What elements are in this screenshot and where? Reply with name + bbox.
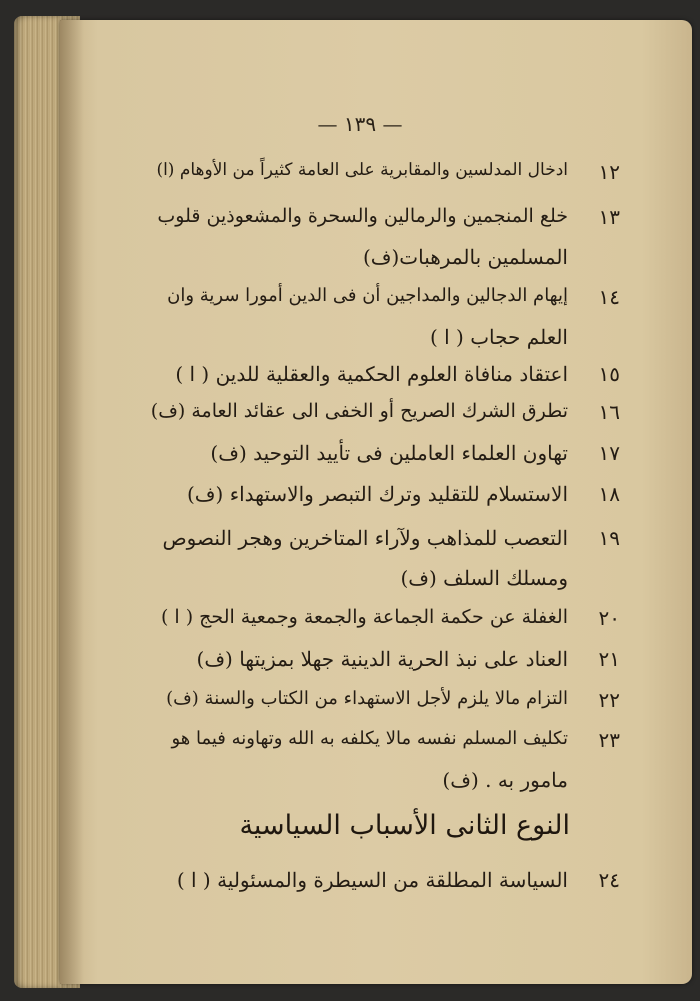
list-item (150, 400, 620, 430)
item-text: الغفلة عن حكمة الجماعة والجمعة وجمعية الحج ( ا ) (160, 606, 568, 628)
item-text: تكليف المسلم نفسه مالا يكلفه به الله وتهاونه فيما هو (171, 728, 568, 749)
item-text-continuation: ومسلك السلف (ف) (400, 566, 568, 590)
item-number: ١٤ (598, 285, 620, 309)
list-item (150, 285, 620, 355)
item-text-continuation: مامور به . (ف) (442, 768, 568, 792)
item-text: خلع المنجمين والرمالين والسحرة والمشعوذين قلوب (157, 205, 568, 227)
section-heading: النوع الثانى الأسباب السياسية (239, 810, 570, 841)
item-text: التزام مالا يلزم لأجل الاستهداء من الكتاب والسنة (ف) (166, 688, 568, 709)
item-number: ٢٣ (598, 728, 620, 752)
list-item (150, 205, 620, 275)
item-number: ١٨ (598, 482, 620, 506)
item-text: تهاون العلماء العاملين فى تأييد التوحيد (ف) (210, 441, 568, 465)
item-number: ٢٤ (598, 868, 620, 892)
list-item (150, 688, 620, 718)
item-number: ١٦ (598, 400, 620, 424)
item-number: ١٢ (598, 160, 620, 184)
item-number: ١٥ (598, 362, 620, 386)
list-item (150, 728, 620, 798)
list-item (150, 606, 620, 636)
list-item (150, 647, 620, 677)
list-item (150, 526, 620, 596)
list-item (150, 868, 620, 898)
item-number: ٢١ (598, 647, 620, 671)
item-number: ١٧ (598, 441, 620, 465)
item-text: التعصب للمذاهب ولآراء المتاخرين وهجر النصوص (162, 526, 568, 550)
item-text: تطرق الشرك الصريح أو الخفى الى عقائد العامة (ف) (150, 400, 568, 422)
item-number: ٢٢ (598, 688, 620, 712)
item-text: إيهام الدجالين والمداجين أن فى الدين أمورا سرية وان (167, 285, 568, 306)
item-text-continuation: العلم حجاب ( ا ) (429, 325, 568, 349)
gutter-shadow (60, 20, 84, 984)
item-text: السياسة المطلقة من السيطرة والمسئولية ( ا ) (176, 868, 568, 892)
item-text: الاستسلام للتقليد وترك التبصر والاستهداء (ف) (187, 482, 568, 506)
item-text-continuation: المسلمين بالمرهبات(ف) (362, 245, 568, 269)
item-number: ١٩ (598, 526, 620, 550)
list-item (150, 441, 620, 471)
page-number: — ١٣٩ — (317, 112, 403, 136)
item-text: العناد على نبذ الحرية الدينية جهلا بمزيتها (ف) (196, 647, 568, 671)
list-item (150, 362, 620, 392)
list-item (150, 160, 620, 190)
item-text: اعتقاد منافاة العلوم الحكمية والعقلية للدين ( ا ) (175, 362, 568, 386)
list-item (150, 482, 620, 512)
item-number: ٢٠ (598, 606, 620, 630)
item-text: ادخال المدلسين والمقابرية على العامة كثيراً من الأوهام (ا) (156, 160, 568, 180)
item-number: ١٣ (598, 205, 620, 229)
